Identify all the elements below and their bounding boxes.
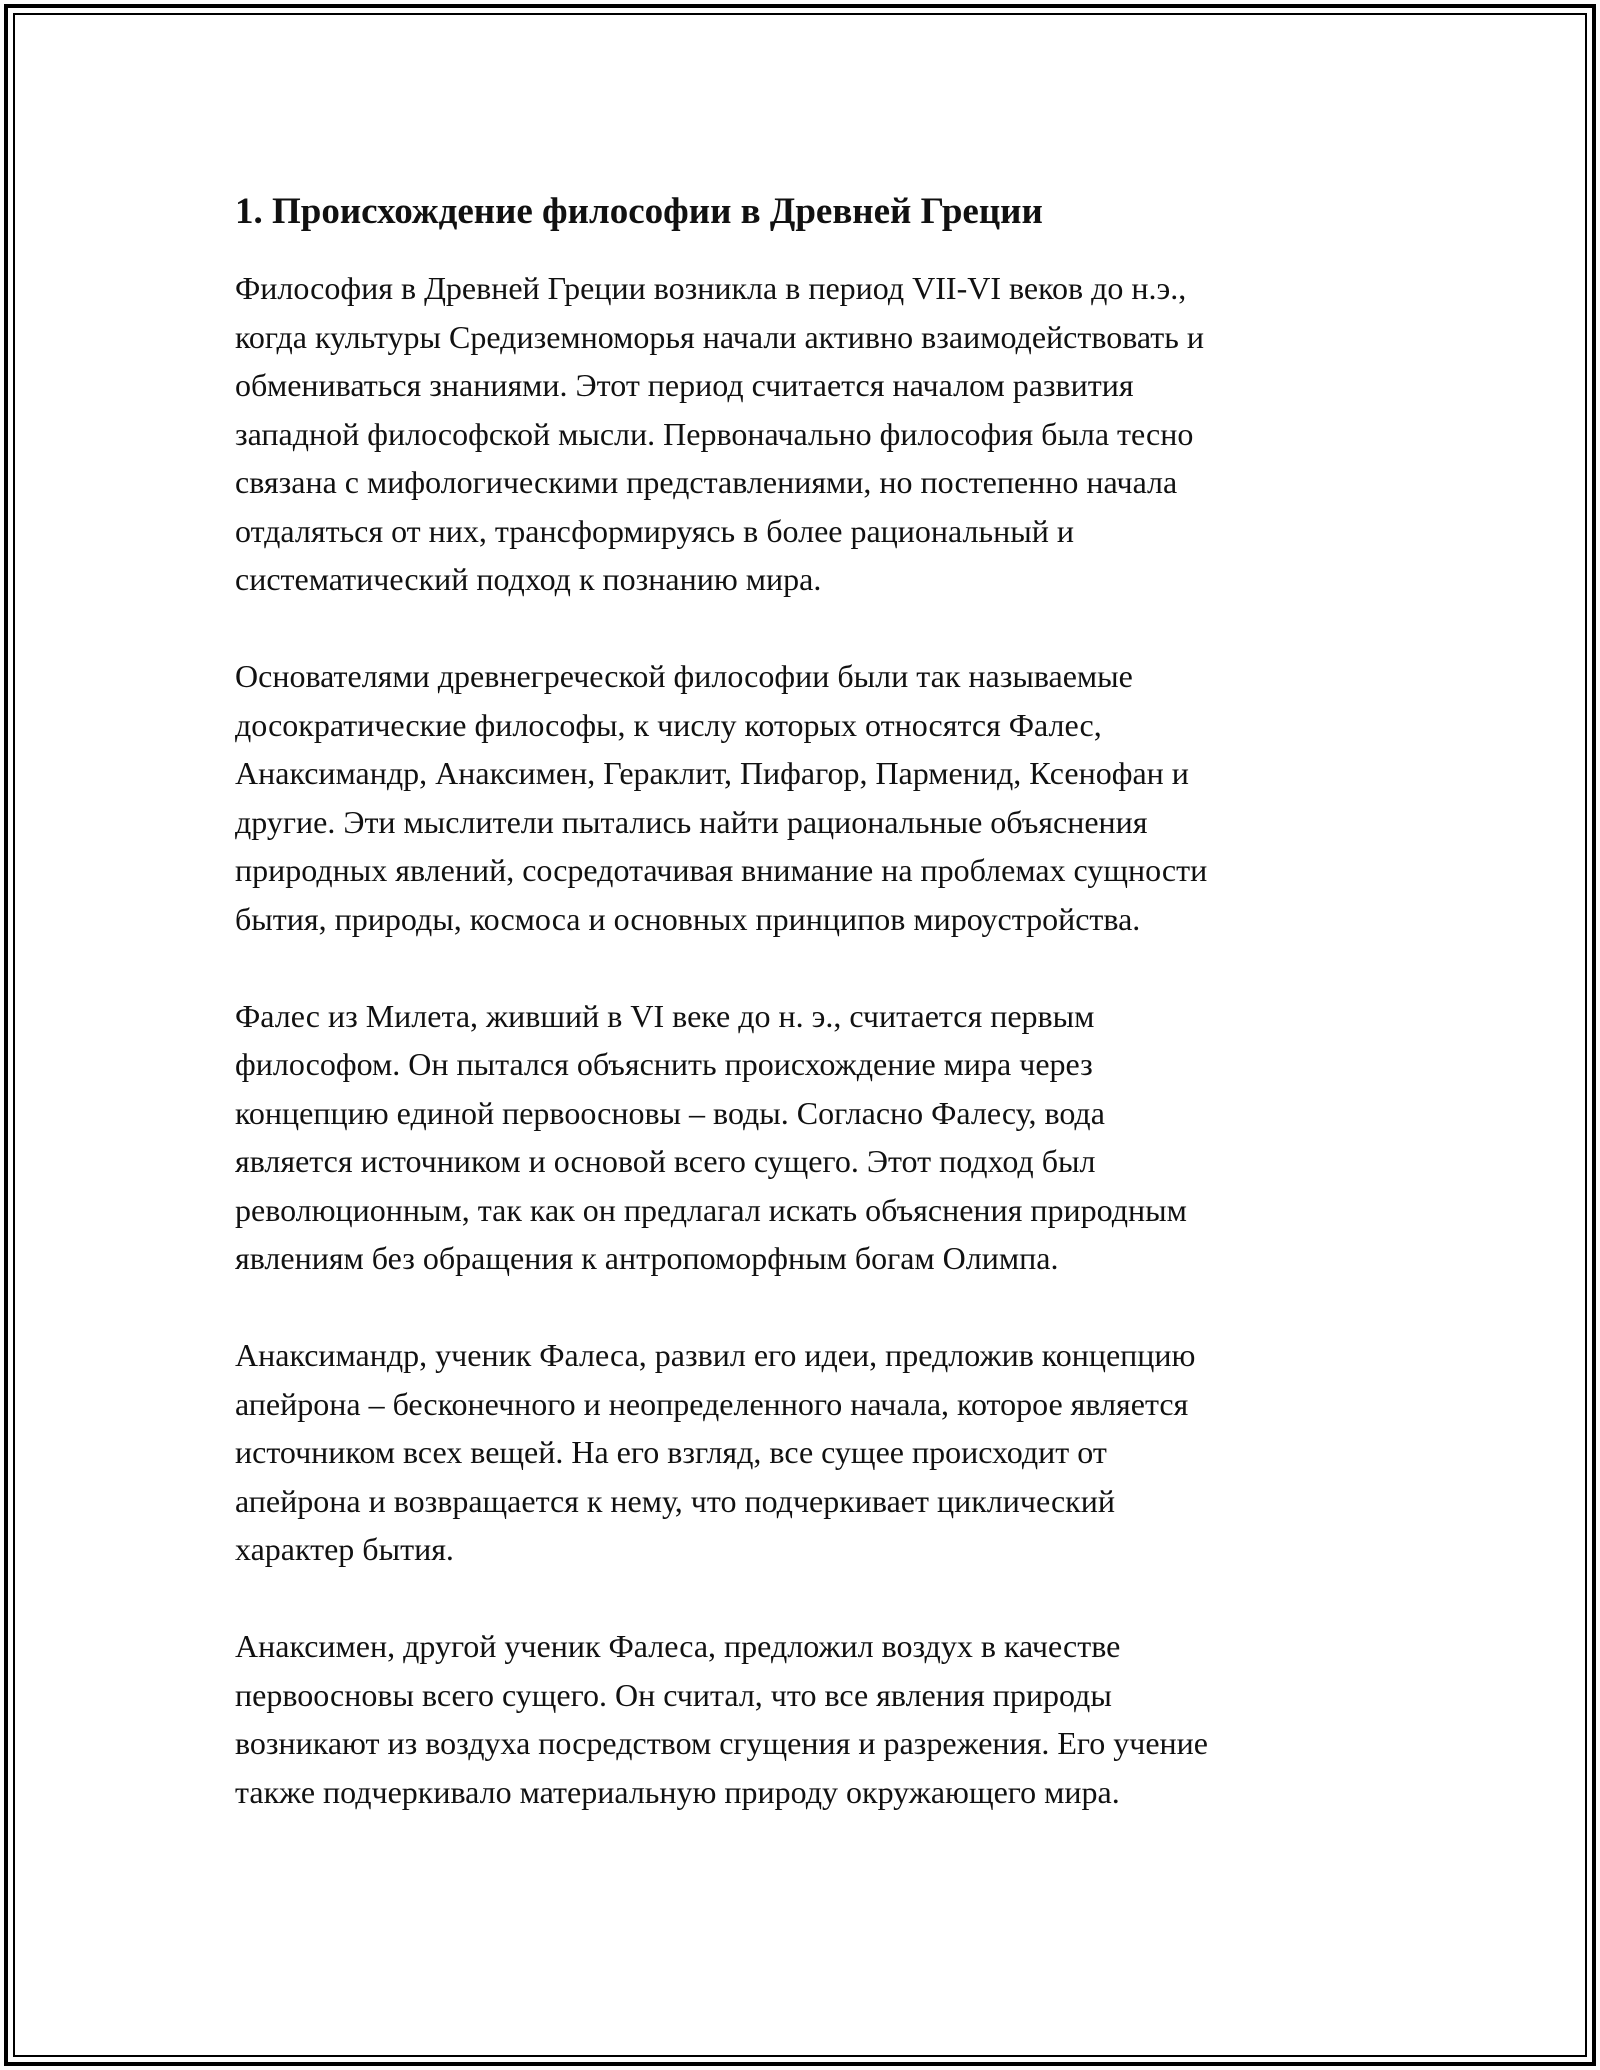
paragraph-line: природных явлений, сосредотачивая внимание на проблемах сущности [235, 852, 1208, 888]
paragraph-line: характер бытия. [235, 1531, 454, 1567]
paragraph-presocratics [235, 652, 1385, 943]
paragraph-thales [235, 992, 1385, 1283]
document-body [235, 186, 1385, 1865]
document-title: 1. Происхождение философии в Древней Греции [235, 191, 1043, 232]
paragraph-line: первоосновы всего сущего. Он считал, что все явления природы [235, 1676, 1112, 1713]
paragraph-line: обмениваться знаниями. Этот период считается началом развития [235, 367, 1134, 403]
paragraph-line: отдаляться от них, трансформируясь в более рациональный и [235, 512, 1074, 549]
paragraph-line: досократические философы, к числу которых относятся Фалес, [235, 706, 1102, 743]
paragraph-line: Анаксимандр, Анаксимен, Гераклит, Пифагор, Парменид, Ксенофан и [235, 755, 1189, 791]
paragraph-line: западной философской мысли. Первоначально философия была тесно [235, 415, 1194, 452]
paragraph-line: концепцию единой первоосновы – воды. Согласно Фалесу, вода [235, 1094, 1105, 1131]
paragraph-line: систематический подход к познанию мира. [235, 561, 822, 597]
paragraph-anaximenes [235, 1622, 1385, 1816]
paragraph-line: Основателями древнегреческой философии были так называемые [235, 658, 1133, 694]
paragraph-line: философом. Он пытался объяснить происхождение мира через [235, 1046, 1093, 1082]
paragraph-line: другие. Эти мыслители пытались найти рациональные объяснения [235, 803, 1148, 840]
paragraph-line: источником всех вещей. На его взгляд, все сущее происходит от [235, 1434, 1107, 1470]
paragraph-line: является источником и основой всего сущего. Этот подход был [235, 1143, 1096, 1179]
paragraph-line: бытия, природы, космоса и основных принципов мироустройства. [235, 900, 1141, 937]
paragraph-line: Фалес из Милета, живший в VI веке до н. э., считается первым [235, 997, 1095, 1034]
paragraph-line: явлениям без обращения к антропоморфным богам Олимпа. [235, 1240, 1059, 1276]
paragraph-line: апейрона и возвращается к нему, что подчеркивает циклический [235, 1482, 1115, 1519]
paragraph-anaximander [235, 1331, 1385, 1574]
paragraph-line: возникают из воздуха посредством сгущения и разрежения. Его учение [235, 1725, 1208, 1761]
paragraph-line: когда культуры Средиземноморья начали активно взаимодействовать и [235, 318, 1204, 355]
paragraph-line: Анаксимандр, ученик Фалеса, развил его идеи, предложив концепцию [235, 1337, 1196, 1373]
paragraph-origin [235, 264, 1385, 604]
paragraph-line: Анаксимен, другой ученик Фалеса, предложил воздух в качестве [235, 1628, 1121, 1664]
paragraph-line: связана с мифологическими представлениями, но постепенно начала [235, 464, 1178, 500]
paragraph-line: апейрона – бесконечного и неопределенного начала, которое является [235, 1385, 1189, 1422]
paragraph-line: революционным, так как он предлагал искать объяснения природным [235, 1191, 1187, 1228]
paragraph-line: Философия в Древней Греции возникла в период VII-VI веков до н.э., [235, 270, 1187, 306]
paragraph-line: также подчеркивало материальную природу окружающего мира. [235, 1773, 1120, 1810]
